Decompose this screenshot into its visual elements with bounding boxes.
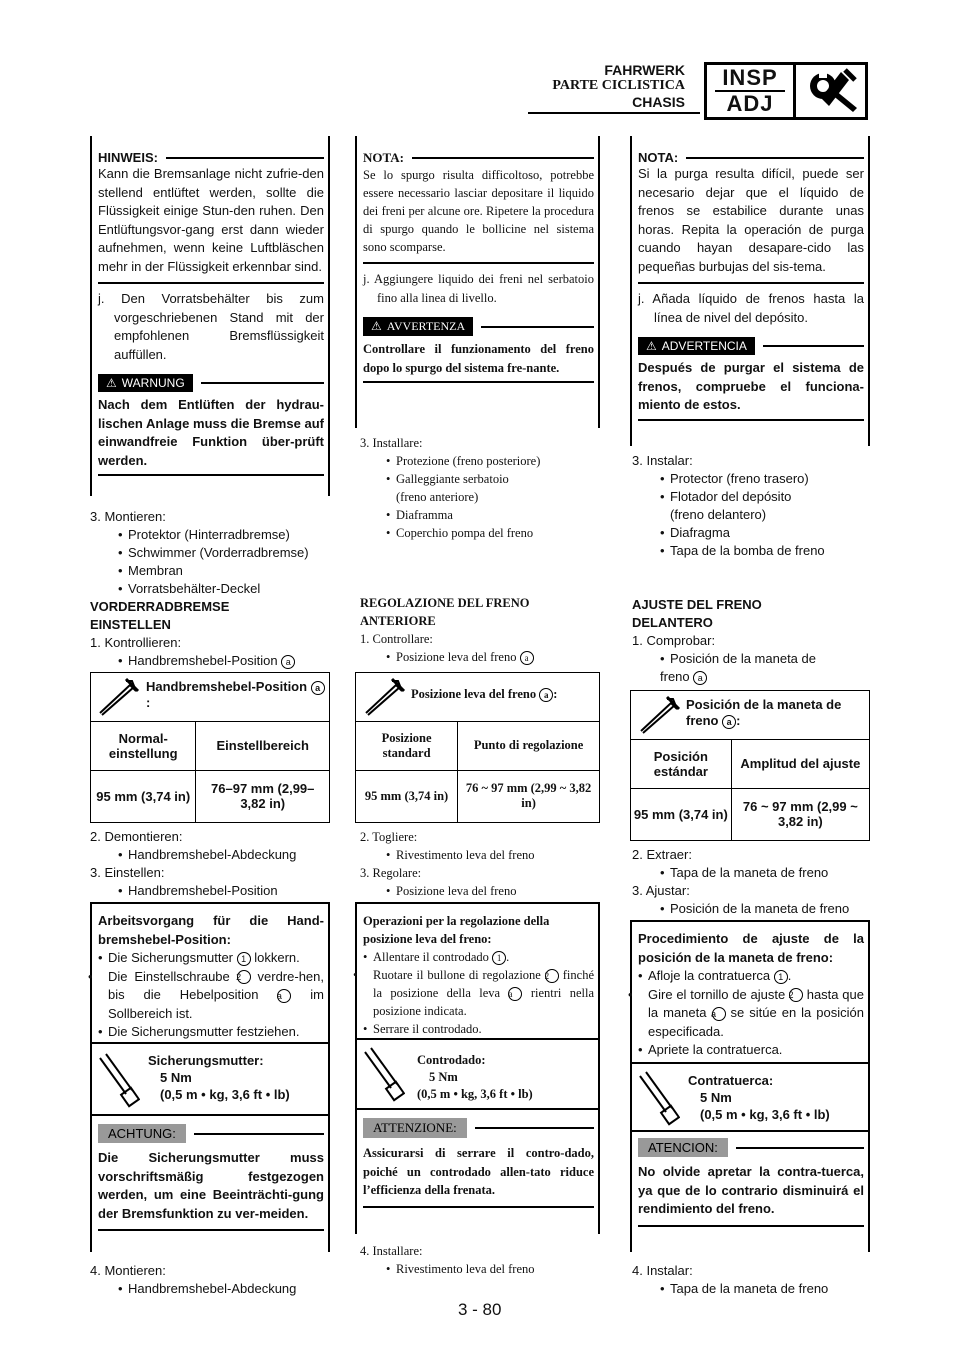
es-final-list: 4. Instalar: • Tapa de la maneta de freno: [632, 1262, 872, 1298]
list-item: • Membran: [118, 562, 340, 580]
es-procedure-box: [630, 920, 870, 1252]
it-warning-label: ⚠ AVVERTENZA: [363, 317, 594, 336]
it-note-box: [355, 136, 600, 428]
es-section-title: AJUSTE DEL FRENO DELANTERO: [632, 597, 762, 630]
list-item: • Protector (freno trasero): [660, 470, 872, 488]
list-item: • Tapa de la maneta de freno: [632, 864, 872, 882]
de-install-title: 3. Montieren:: [90, 509, 166, 524]
es-caution-text: No olvide apretar la contra-tuerca, ya que de lo contrario disminuirá el rendimiento del freno.: [638, 1164, 864, 1216]
es-note-text: Si la purga resulta difícil, puede ser necesario dejar que el líquido de frenos se estabilice durante unas horas. Repita la operación de purga cuando hayan desapare-cido las pequeñas burbujas del sis-tema.: [638, 166, 864, 274]
header-title-de: FAHRWERK: [604, 62, 685, 78]
list-item: • Die Sicherungsmutter 1 lokkern.: [98, 949, 324, 968]
list-item: • Handbremshebel-Abdeckung: [90, 846, 340, 864]
list-item: (freno delantero): [670, 507, 767, 522]
list-item: • Vorratsbehälter-Deckel: [118, 580, 340, 598]
list-item: • Handbremshebel-Position: [90, 882, 340, 900]
tool-icon: [631, 691, 686, 739]
tool-icon: [91, 673, 146, 721]
list-item: • Handbremshebel-Position: [118, 653, 278, 668]
de-note-label: HINWEIS:: [98, 150, 324, 165]
de-adjust-list: [90, 828, 340, 900]
list-item: • Serrare il controdado.: [363, 1020, 594, 1038]
list-item: • Apriete la contratuerca.: [638, 1041, 864, 1060]
de-check-title: 1. Kontrollieren:: [90, 635, 182, 650]
es-spec-title: Posición de la maneta de freno a :: [686, 697, 842, 728]
es-warning-label: ⚠ ADVERTENCIA: [638, 337, 864, 355]
es-spec-col1: Posición estándar: [631, 740, 731, 788]
it-step-j: j. Aggiungere liquido dei freni nel serbatoio fino alla linea di livello.: [363, 272, 594, 305]
list-item: • Posizione leva del freno: [360, 882, 600, 900]
list-item: • Afloje la contratuerca 1 .: [638, 967, 864, 986]
de-warning-text: Nach dem Entlüften der hydrau-lischen Anlage muss die Bremse auf einwandfreie Funktion über-prüft werden.: [98, 397, 324, 468]
marker-a: a: [281, 655, 295, 669]
list-item: • Schwimmer (Vorderradbremse): [118, 544, 340, 562]
list-item: • Handbremshebel-Abdeckung: [90, 1280, 340, 1298]
de-spec-table: [90, 672, 330, 823]
header-rule: [528, 112, 700, 114]
de-note-box: [90, 136, 330, 496]
es-note-box: [630, 136, 870, 446]
it-spec-val2: 76 ~ 97 mm (2,99 ~ 3,82 in): [458, 770, 599, 822]
it-spec-title: Posizione leva del freno a :: [411, 687, 558, 701]
list-item: • Gire el tornillo de ajuste 2 hasta que la maneta a se sitúe en la posición especificada.: [638, 986, 864, 1042]
de-torque: Sicherungsmutter: 5 Nm (0,5 m • kg, 3,6 ft • lb): [148, 1053, 290, 1102]
es-spec-col2: Amplitud del ajuste: [731, 740, 869, 788]
warning-triangle-icon: ⚠: [646, 339, 657, 353]
chapter-header: [552, 62, 685, 110]
es-torque: Contratuerca: 5 Nm (0,5 m • kg, 3,6 ft • lb): [688, 1073, 830, 1122]
list-item: • Ruotare il bullone di regolazione 2 finché la posizione della leva a rientri nella posizione indicata.: [363, 966, 594, 1020]
tag-bottom: ADJ: [726, 91, 774, 116]
list-item: • Posición de la maneta de freno: [632, 900, 872, 918]
tool-icon: [356, 673, 411, 721]
torque-wrench-icon: [361, 1044, 405, 1104]
es-spec-table: [630, 690, 870, 841]
warning-triangle-icon: ⚠: [371, 319, 382, 333]
de-spec-col2: Einstellbereich: [196, 722, 329, 770]
es-note-label: NOTA:: [638, 150, 864, 165]
es-spec-val1: 95 mm (3,74 in): [631, 788, 731, 840]
wrench-tools-icon: [796, 65, 865, 117]
de-caution-label: ACHTUNG:: [98, 1124, 324, 1143]
de-spec-title: Handbremshebel-Position a:: [146, 673, 329, 721]
it-note-label: NOTA:: [363, 150, 594, 166]
it-spec-table: [355, 672, 600, 823]
it-spec-col1: Posizione standard: [356, 722, 458, 770]
list-item: • Protezione (freno posteriore): [386, 452, 600, 470]
de-section-title: VORDERRADBREMSE EINSTELLEN: [90, 599, 230, 632]
de-spec-val2: 76–97 mm (2,99–3,82 in): [196, 770, 329, 822]
warning-triangle-icon: ⚠: [106, 376, 117, 390]
list-item: • Diaframma: [386, 506, 600, 524]
list-item: • Rivestimento leva del freno: [360, 846, 600, 864]
list-item: • Rivestimento leva del freno: [360, 1260, 600, 1278]
de-final-list: 4. Montieren: • Handbremshebel-Abdeckung: [90, 1262, 340, 1298]
it-spec-col2: Punto di regolazione: [458, 722, 599, 770]
de-step-j: j. Den Vorratsbehälter bis zum vorgeschriebenen Stand mit der empfohlenen Bremsflüssigkeit auffüllen.: [98, 291, 324, 362]
es-warning-text: Después de purgar el sistema de frenos, compruebe el funciona-miento de estos.: [638, 360, 864, 412]
list-item: • Protektor (Hinterradbremse): [118, 526, 340, 544]
it-warning-text: Controllare il funzionamento del freno dopo lo spurgo del sistema fre-nante.: [363, 342, 594, 375]
section-tag-text: [707, 65, 796, 117]
it-procedure-box: [355, 902, 600, 1234]
torque-wrench-icon: [96, 1050, 140, 1110]
es-spec-val2: 76 ~ 97 mm (2,99 ~ 3,82 in): [731, 788, 869, 840]
es-caution-label: ATENCION:: [638, 1138, 864, 1157]
list-item: • Coperchio pompa del freno: [386, 524, 600, 542]
it-section: REGOLAZIONE DEL FRENO ANTERIORE 1. Controllare: • Posizione leva del freno a: [360, 594, 600, 666]
list-item: • Diafragma: [660, 524, 872, 542]
header-title-it: PARTE CICLISTICA: [552, 78, 685, 93]
de-caution-text: Die Sicherungsmutter muss vorschriftsmäßig festgezogen werden, um eine Beeinträchti-gung der Bremsfunktion zu ver-meiden.: [98, 1150, 324, 1221]
de-spec-col1: Normal-einstellung: [91, 722, 196, 770]
es-install-list: 3. Instalar: • Protector (freno trasero) • Flotador del depósito (freno delantero) • Diafragma • Tapa de la bomba de freno: [632, 452, 872, 560]
torque-wrench-icon: [636, 1068, 680, 1128]
es-step-j: j. Añada líquido de frenos hasta la línea de nivel del depósito.: [638, 291, 864, 325]
es-section: AJUSTE DEL FRENO DELANTERO 1. Comprobar: • Posición de la maneta de freno a: [632, 596, 872, 686]
it-install-list: 3. Installare: • Protezione (freno posteriore) • Galleggiante serbatoio (freno anteriore) • Diaframma • Coperchio pompa del freno: [360, 434, 600, 542]
it-proc-title: Operazioni per la regolazione della posizione leva del freno:: [363, 914, 550, 946]
it-caution-text: Assicurarsi di serrare il contro-dado, poiché un controdado allen-tato riduce l’efficienza della frenata.: [363, 1146, 594, 1197]
de-adjust-title: 3. Einstellen:: [90, 865, 165, 880]
it-note-text: Se lo spurgo risulta difficoltoso, potrebbe essere necessario lasciar depositare il liquido dei freni per alcune ore. Ripetere la procedura di spurgo quando le bollicine nel sistema sono scomparse.: [363, 168, 594, 254]
header-title-es: CHASIS: [632, 94, 685, 110]
list-item: (freno anteriore): [396, 490, 479, 504]
es-proc-title: Procedimiento de ajuste de la posición de la maneta de freno:: [638, 931, 864, 965]
section-tag: [704, 62, 868, 120]
de-remove-title: 2. Demontieren:: [90, 829, 183, 844]
it-caution-label: ATTENZIONE:: [363, 1118, 594, 1138]
de-note-text: Kann die Bremsanlage nicht zufrie-den stellend entlüftet werden, sollte die Flüssigkeit einige Stun-den ruhen. Den Entlüftungsvor-gang erst dann wieder aufnehmen, wenn keine Luftbläschen mehr in der Flüssigkeit erkennbar sind.: [98, 166, 324, 274]
list-item: • Flotador del depósito: [660, 488, 872, 506]
list-item: • Die Einstellschraube 2 verdre-hen, bis die Hebelposition a im Sollbereich ist.: [98, 968, 324, 1024]
de-procedure-box: [90, 902, 330, 1252]
page-number: 3 - 80: [458, 1300, 502, 1319]
list-item: • Galleggiante serbatoio: [386, 470, 600, 488]
it-spec-val1: 95 mm (3,74 in): [356, 770, 458, 822]
list-item: • Tapa de la bomba de freno: [660, 542, 872, 560]
list-item: • Posición de la maneta de freno a: [632, 650, 840, 686]
de-proc-title: Arbeitsvorgang für die Hand-bremshebel-Position:: [98, 913, 324, 947]
it-adjust-list: 2. Togliere: • Rivestimento leva del freno 3. Regolare: • Posizione leva del freno: [360, 828, 600, 900]
it-section-title: REGOLAZIONE DEL FRENO ANTERIORE: [360, 596, 530, 628]
list-item: • Tapa de la maneta de freno: [632, 1280, 872, 1298]
de-spec-val1: 95 mm (3,74 in): [91, 770, 196, 822]
list-item: • Allentare il controdado 1 .: [363, 948, 594, 966]
it-final-list: 4. Installare: • Rivestimento leva del freno: [360, 1242, 600, 1278]
de-install-list: [90, 508, 340, 670]
tag-top: INSP: [722, 65, 778, 90]
list-item: • Posizione leva del freno: [386, 650, 516, 664]
list-item: • Die Sicherungsmutter festziehen.: [98, 1023, 324, 1042]
it-torque: Controdado: 5 Nm (0,5 m • kg, 3,6 ft • lb): [417, 1053, 533, 1101]
es-adjust-list: 2. Extraer: • Tapa de la maneta de freno 3. Ajustar: • Posición de la maneta de freno: [632, 846, 872, 918]
de-warning-label: ⚠ WARNUNG: [98, 374, 324, 392]
